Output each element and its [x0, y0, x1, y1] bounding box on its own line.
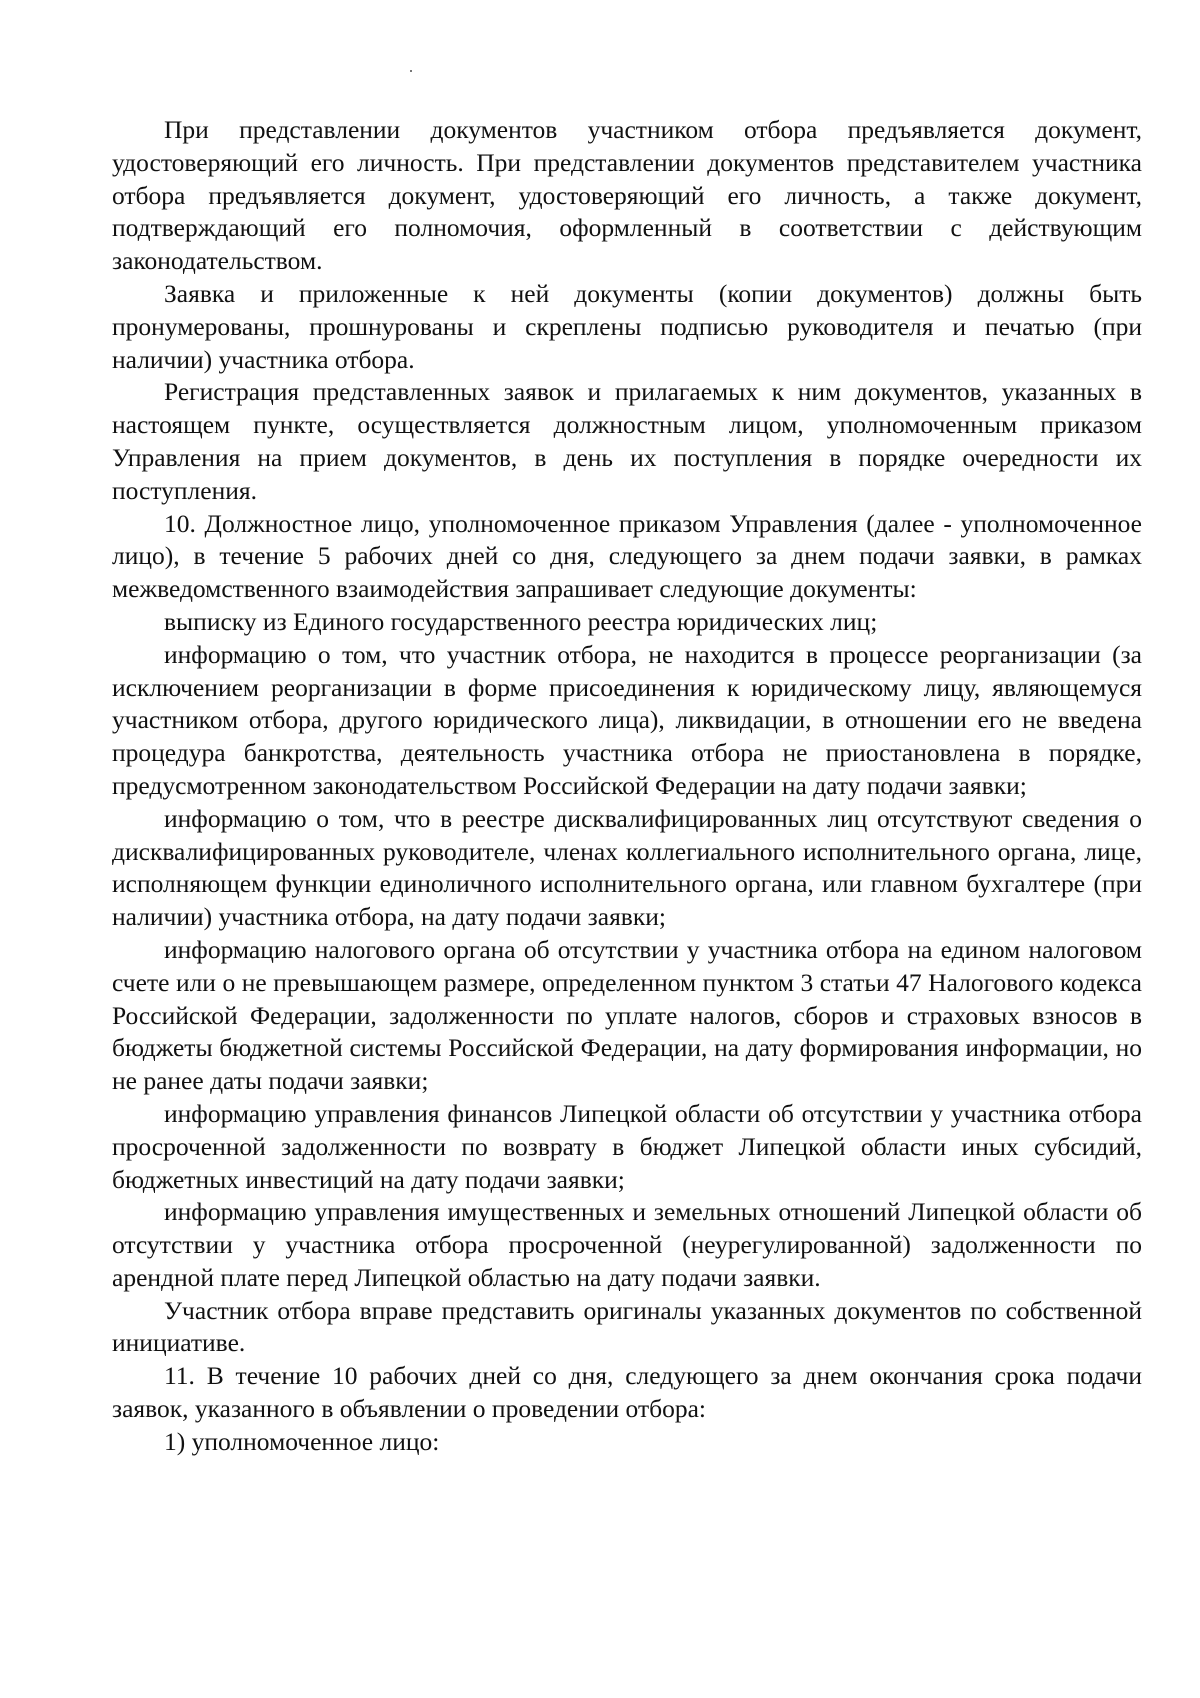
- paragraph-property-department: информацию управления имущественных и земельных отношений Липецкой области об отсутствии у участника отбора просроченной (неурегулированной) задолженности по арендной плате перед Липецкой областью на дату подачи заявки.: [112, 1197, 1142, 1292]
- paragraph-item-11: 11. В течение 10 рабочих дней со дня, следующего за днем окончания срока подачи заявок, указанного в объявлении о проведении отбора:: [112, 1361, 1142, 1424]
- paragraph-disqualified-persons: информацию о том, что в реестре дисквалифицированных лиц отсутствуют сведения о дисквалифицированных руководителе, членах коллегиального исполнительного органа, лице, исполняющем функции единоличного исполнительного органа, или главном бухгалтере (при наличии) участника отбора, на дату подачи заявки;: [112, 803, 1142, 932]
- scan-speck: [410, 70, 412, 72]
- paragraph-application-binding: Заявка и приложенные к ней документы (копии документов) должны быть пронумерованы, прошнурованы и скреплены подписью руководителя и печатью (при наличии) участника отбора.: [112, 278, 1142, 374]
- document-body: [112, 114, 1142, 1459]
- paragraph-reorganization-info: информацию о том, что участник отбора, не находится в процессе реорганизации (за исключением реорганизации в форме присоединения к юридическому лицу, являющемуся участником отбора, другого юридического лица), ликвидации, в отношении его не введена процедура банкротства, деятельность участника отбора не приостановлена в порядке, предусмотренном законодательством Российской Федерации на дату подачи заявки;: [112, 639, 1142, 800]
- paragraph-item-10: 10. Должностное лицо, уполномоченное приказом Управления (далее - уполномоченное лицо), в течение 5 рабочих дней со дня, следующего за днем подачи заявки, в рамках межведомственного взаимодействия запрашивает следующие документы:: [112, 508, 1142, 604]
- paragraph-registration: Регистрация представленных заявок и прилагаемых к ним документов, указанных в настоящем пункте, осуществляется должностным лицом, уполномоченным приказом Управления на прием документов, в день их поступления в порядке очередности их поступления.: [112, 377, 1142, 505]
- paragraph-tax-authority: информацию налогового органа об отсутствии у участника отбора на едином налоговом счете или о не превышающем размере, определенном пунктом 3 статьи 47 Налогового кодекса Российской Федерации, задолженности по уплате налогов, сборов и страховых взносов в бюджеты бюджетной системы Российской Федерации, на дату формирования информации, но не ранее даты подачи заявки;: [112, 934, 1142, 1096]
- paragraph-subitem-1: 1) уполномоченное лицо:: [164, 1426, 440, 1456]
- paragraph-presenting-documents: При представлении документов участником отбора предъявляется документ, удостоверяющий его личность. При представлении документов представителем участника отбора предъявляется документ, удостоверяющий его личность, а также документ, подтверждающий его полномочия, оформленный в соответствии с действующим законодательством.: [112, 115, 1142, 276]
- paragraph-registry-extract: выписку из Единого государственного реестра юридических лиц;: [164, 606, 878, 636]
- paragraph-own-initiative: Участник отбора вправе представить оригиналы указанных документов по собственной инициативе.: [112, 1295, 1142, 1358]
- paragraph-finance-department: информацию управления финансов Липецкой области об отсутствии у участника отбора просроченной задолженности по возврату в бюджет Липецкой области иных субсидий, бюджетных инвестиций на дату подачи заявки;: [112, 1098, 1142, 1194]
